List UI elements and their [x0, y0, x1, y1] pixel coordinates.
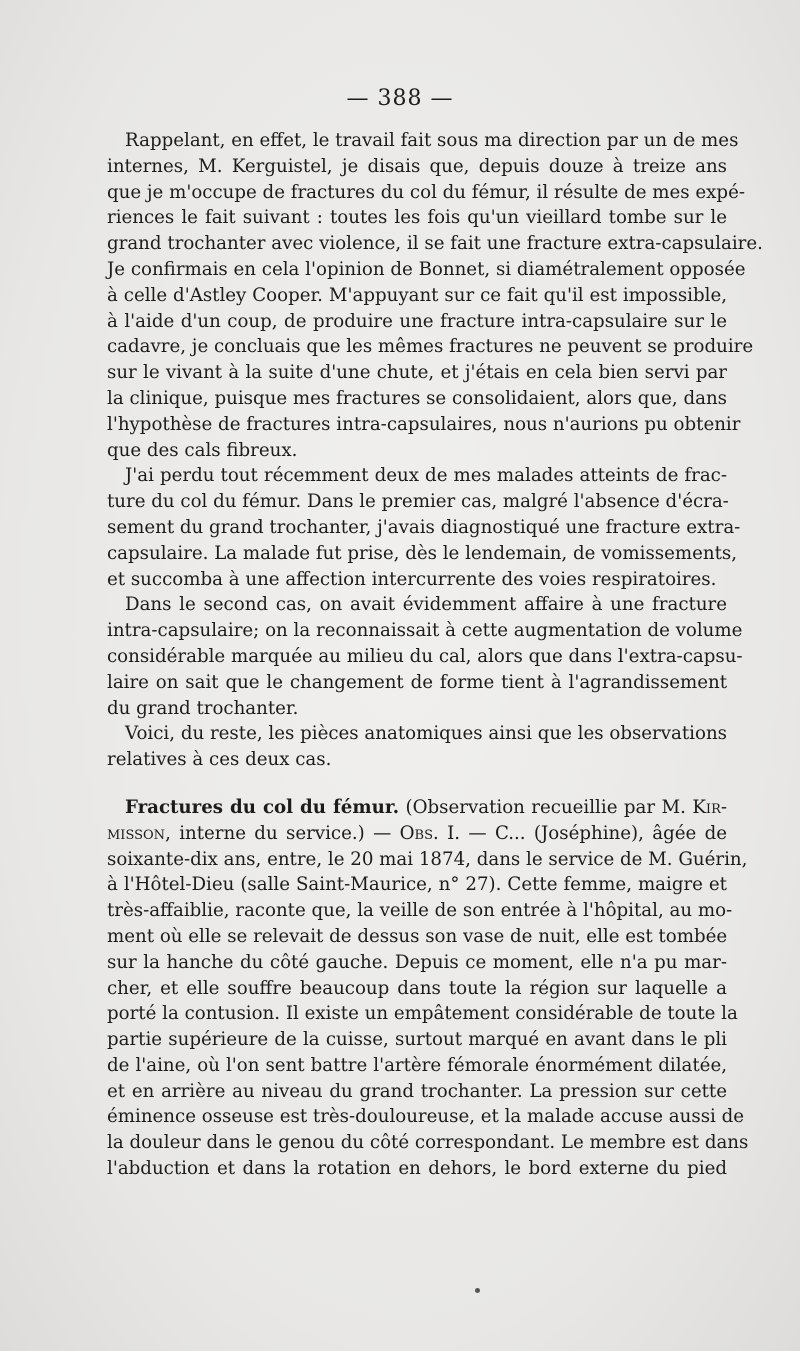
observation-title: Fractures du col du fémur.: [125, 796, 400, 818]
text-line: à l'Hôtel-Dieu (salle Saint-Maurice, n° 27). Cette femme, maigre et: [107, 874, 727, 896]
page-body: [107, 128, 763, 1182]
text-line: Je confirmais en cela l'opinion de Bonnet, si diamétralement opposée: [107, 258, 746, 280]
text-line: Voici, du reste, les pièces anatomiques ainsi que les observations: [125, 723, 727, 745]
text-line: que des cals fibreux.: [107, 439, 298, 461]
observer-name-part2: misson: [107, 822, 166, 844]
text-line: la clinique, puisque mes fractures se consolidaient, alors que, dans: [107, 387, 727, 409]
text-line: capsulaire. La malade fut prise, dès le lendemain, de vomissements,: [107, 542, 738, 564]
observation-intro: (Observation recueillie par M.: [399, 796, 693, 818]
text-line: sement du grand trochanter, j'avais diagnostiqué une fracture extra-: [107, 516, 741, 538]
paragraph: [107, 463, 741, 592]
text-line: l'hypothèse de fractures intra-capsulaires, nous n'aurions pu obtenir: [107, 413, 741, 435]
section-gap: [107, 773, 727, 795]
observation-role: , interne du service.) —: [165, 822, 400, 844]
text-line: riences le fait suivant : toutes les fois qu'un vieillard tombe sur le: [107, 207, 727, 229]
text-line: considérable marquée au milieu du cal, alors que dans l'extra-capsu-: [107, 645, 743, 667]
text-line: très-affaiblie, raconte que, la veille de son entrée à l'hôpital, au mo-: [107, 900, 733, 922]
text-line: relatives à ces deux cas.: [107, 749, 332, 771]
text-line: du grand trochanter.: [107, 697, 299, 719]
text-line: Dans le second cas, on avait évidemment affaire à une fracture: [125, 594, 727, 616]
text-line: sur le vivant à la suite d'une chute, et j'étais en cela bien servi par: [107, 362, 727, 384]
paragraph: [107, 592, 743, 721]
paragraph: [107, 128, 763, 463]
text-line: la douleur dans le genou du côté correspondant. Le membre est dans: [107, 1132, 749, 1154]
text-line: grand trochanter avec violence, il se fait une fracture extra-capsulaire.: [107, 233, 763, 255]
observation-heading-line: [107, 795, 727, 821]
text-line: partie supérieure de la cuisse, surtout marqué en avant dans le pli: [107, 1029, 727, 1051]
text-line: à l'aide d'un coup, de produire une fracture intra-capsulaire sur le: [107, 310, 727, 332]
observer-name-part1: Kir-: [692, 796, 727, 818]
patient-intro: — C... (Joséphine), âgée de: [460, 822, 727, 844]
text-line: ment où elle se relevait de dessus son vase de nuit, elle est tombée: [107, 925, 728, 947]
text-line: J'ai perdu tout récemment deux de mes malades atteints de frac-: [125, 465, 727, 487]
text-line: éminence osseuse est très-douloureuse, et la malade accuse aussi de: [107, 1106, 745, 1128]
text-line: et en arrière au niveau du grand trochanter. La pression sur cette: [107, 1080, 727, 1102]
text-line: à celle d'Astley Cooper. M'appuyant sur ce fait qu'il est impossible,: [107, 284, 727, 306]
text-line: sur la hanche du côté gauche. Depuis ce moment, elle n'a pu mar-: [107, 951, 727, 973]
text-line: cadavre, je concluais que les mêmes fractures ne peuvent se produire: [107, 336, 754, 358]
observation-text: [107, 847, 749, 1182]
text-line: internes, M. Kerguistel, je disais que, depuis douze à treize ans: [107, 155, 727, 177]
text-line: porté la contusion. Il existe un empâtement considérable de toute la: [107, 1003, 738, 1025]
text-line: soixante-dix ans, entre, le 20 mai 1874, dans le service de M. Guérin,: [107, 848, 748, 870]
paragraphs: [107, 128, 763, 773]
text-line: et succomba à une affection intercurrente des voies respiratoires.: [107, 568, 717, 590]
text-line: intra-capsulaire; on la reconnaissait à cette augmentation de volume: [107, 620, 743, 642]
observation-block: [107, 795, 749, 1182]
ink-speck: [475, 1288, 480, 1293]
text-line: laire on sait que le changement de forme tient à l'agrandissement: [107, 671, 727, 693]
text-line: ture du col du fémur. Dans le premier cas, malgré l'absence d'écra-: [107, 491, 729, 513]
observation-second-line: [107, 821, 727, 847]
text-line: que je m'occupe de fractures du col du fémur, il résulte de mes expé-: [107, 181, 745, 203]
paragraph: [107, 721, 727, 773]
text-line: l'abduction et dans la rotation en dehors, le bord externe du pied: [107, 1158, 727, 1180]
text-line: cher, et elle souffre beaucoup dans toute la région sur laquelle a: [107, 977, 727, 999]
text-line: de l'aine, où l'on sent battre l'artère fémorale énormément dilatée,: [107, 1054, 727, 1076]
text-line: Rappelant, en effet, le travail fait sous ma direction par un de mes: [125, 130, 739, 151]
observation-label: Obs. I.: [399, 822, 461, 844]
page-number: — 388 —: [346, 86, 454, 111]
